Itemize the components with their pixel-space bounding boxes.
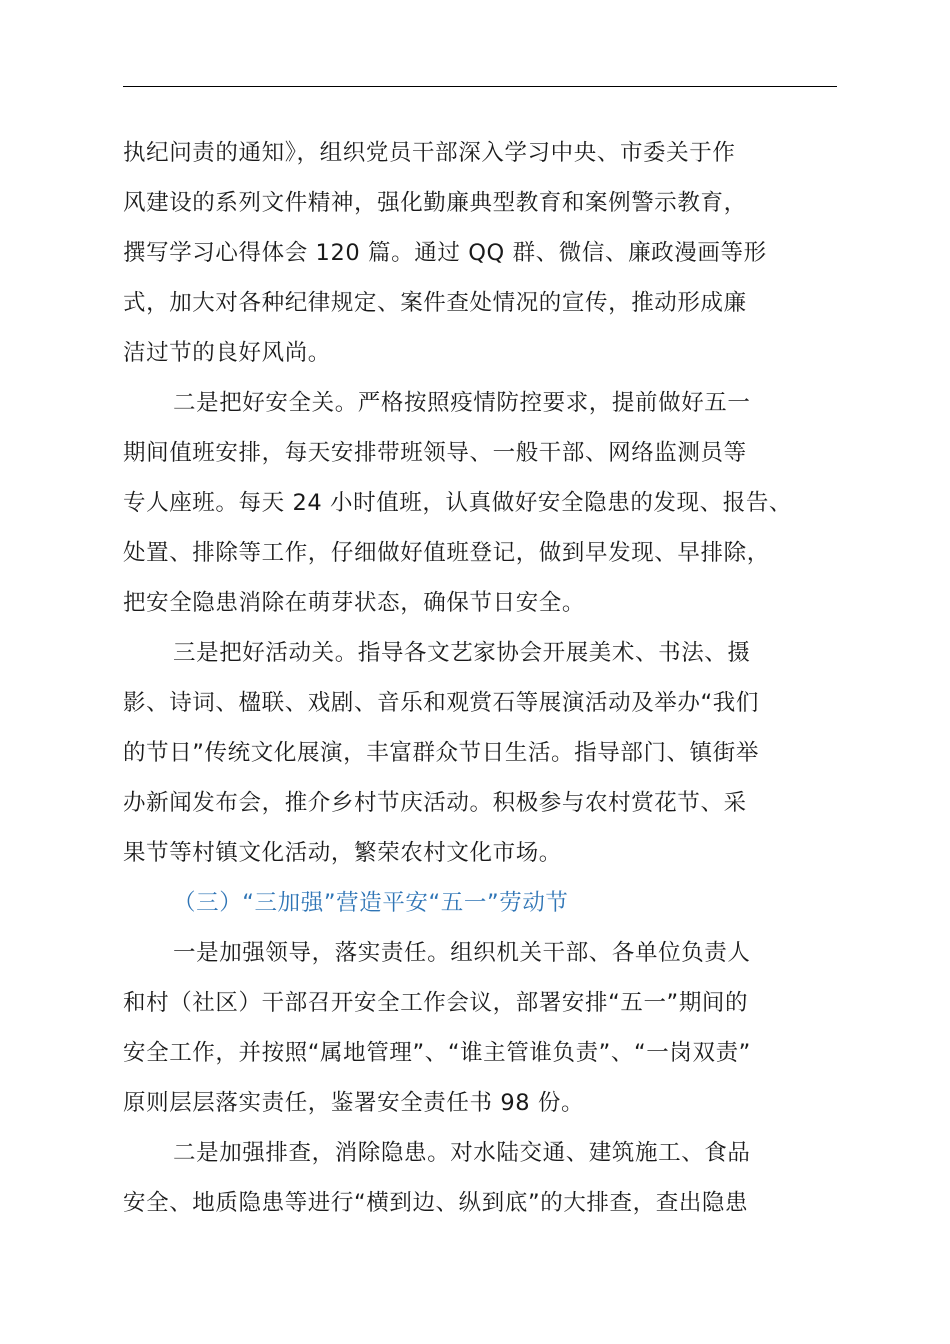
text-line: 三是把好活动关。指导各文艺家协会开展美术、书法、摄 xyxy=(173,640,751,666)
text-line: 执纪问责的通知》，组织党员干部深入学习中央、市委关于作 xyxy=(123,140,736,166)
text-line: 洁过节的良好风尚。 xyxy=(123,340,331,366)
text-line: 原则层层落实责任，鉴署安全责任书 98 份。 xyxy=(123,1090,585,1116)
text-line: 二是把好安全关。严格按照疫情防控要求，提前做好五一 xyxy=(173,390,751,416)
text-line: 风建设的系列文件精神，强化勤廉典型教育和案例警示教育， xyxy=(123,190,747,216)
header-rule xyxy=(123,86,837,87)
text-line: 期间值班安排，每天安排带班领导、一般干部、网络监测员等 xyxy=(123,440,747,466)
text-line: 撰写学习心得体会 120 篇。通过 QQ 群、微信、廉政漫画等形 xyxy=(123,240,767,266)
text-line: 式，加大对各种纪律规定、案件查处情况的宣传，推动形成廉 xyxy=(123,290,747,316)
text-line: 把安全隐患消除在萌芽状态，确保节日安全。 xyxy=(123,590,586,616)
section-heading: （三）“三加强”营造平安“五一”劳动节 xyxy=(173,890,569,916)
text-line: 安全工作，并按照“属地管理”、“谁主管谁负责”、“一岗双责” xyxy=(123,1040,751,1066)
document-body xyxy=(123,128,858,1228)
text-line: 影、诗词、楹联、戏剧、音乐和观赏石等展演活动及举办“我们 xyxy=(123,690,759,716)
text-line: 一是加强领导，落实责任。组织机关干部、各单位负责人 xyxy=(173,940,751,966)
text-line: 的节日”传统文化展演，丰富群众节日生活。指导部门、镇街举 xyxy=(123,740,759,766)
text-line: 和村（社区）干部召开安全工作会议，部署安排“五一”期间的 xyxy=(123,990,749,1016)
text-line: 安全、地质隐患等进行“横到边、纵到底”的大排查，查出隐患 xyxy=(123,1190,749,1216)
text-line: 处置、排除等工作，仔细做好值班登记，做到早发现、早排除， xyxy=(123,540,770,566)
text-line: 果节等村镇文化活动，繁荣农村文化市场。 xyxy=(123,840,562,866)
text-line: 二是加强排查，消除隐患。对水陆交通、建筑施工、食品 xyxy=(173,1140,751,1166)
text-line: 专人座班。每天 24 小时值班，认真做好安全隐患的发现、报告、 xyxy=(123,490,793,516)
text-line: 办新闻发布会，推介乡村节庆活动。积极参与农村赏花节、采 xyxy=(123,790,747,816)
